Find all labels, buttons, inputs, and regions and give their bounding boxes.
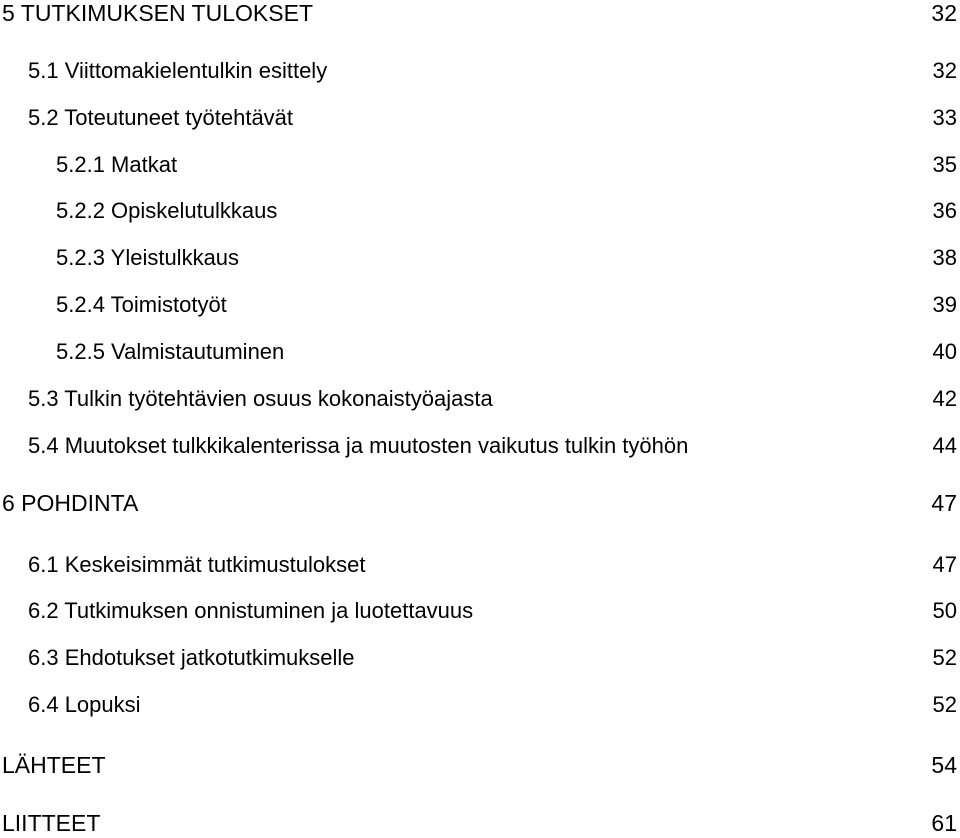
toc-entry xyxy=(0,243,960,273)
toc-entry-page: 54 xyxy=(931,752,957,778)
toc-entry-page: 33 xyxy=(932,105,957,130)
toc-entry-title: 6.3 Ehdotukset jatkotutkimukselle xyxy=(28,645,355,670)
toc-entry-page: 42 xyxy=(932,386,957,411)
toc-entry xyxy=(0,643,960,673)
toc-entry-page: 47 xyxy=(932,552,957,577)
toc-entry xyxy=(0,750,960,780)
toc-entry xyxy=(0,196,960,226)
toc-entry xyxy=(0,56,960,86)
toc-entry-title: 5.2.3 Yleistulkkaus xyxy=(56,245,240,270)
toc-entry-title: LÄHTEET xyxy=(2,752,106,778)
toc-entry-title: 5.1 Viittomakielentulkin esittely xyxy=(28,58,328,83)
toc-entry-title: 5.2 Toteutuneet työtehtävät xyxy=(28,105,294,130)
toc-entry xyxy=(0,337,960,367)
toc-entry-title: 6.1 Keskeisimmät tutkimustulokset xyxy=(28,552,366,577)
toc-entry-page: 50 xyxy=(932,598,957,623)
toc-entry xyxy=(0,550,960,580)
toc-entry xyxy=(0,690,960,720)
toc-entry-title: 5.3 Tulkin työtehtävien osuus kokonaistyöajasta xyxy=(28,386,493,411)
toc-entry-page: 38 xyxy=(932,245,957,270)
toc-entry xyxy=(0,431,960,461)
toc-entry-page: 40 xyxy=(932,339,957,364)
toc-entry xyxy=(0,290,960,320)
toc-entry-title: 5.2.5 Valmistautuminen xyxy=(56,339,285,364)
toc-entry-title: 5.2.1 Matkat xyxy=(56,152,178,177)
toc-entry-title: 5 TUTKIMUKSEN TULOKSET xyxy=(2,0,313,26)
toc-entry xyxy=(0,488,960,518)
toc-entry-title: 5.4 Muutokset tulkkikalenterissa ja muutosten vaikutus tulkin työhön xyxy=(28,433,689,458)
toc-entry-page: 39 xyxy=(932,292,957,317)
toc-entry-page: 61 xyxy=(931,810,957,836)
toc-entry-page: 52 xyxy=(932,645,957,670)
toc-entry xyxy=(0,596,960,626)
toc-entry-page: 44 xyxy=(932,433,957,458)
toc-entry xyxy=(0,384,960,414)
toc-entry-page: 52 xyxy=(932,692,957,717)
toc-entry xyxy=(0,0,960,28)
toc-entry-title: 6.4 Lopuksi xyxy=(28,692,141,717)
toc-entry xyxy=(0,103,960,133)
toc-entry xyxy=(0,150,960,180)
toc-entry-title: 5.2.2 Opiskelutulkkaus xyxy=(56,198,278,223)
toc-entry-title: 6.2 Tutkimuksen onnistuminen ja luotettavuus xyxy=(28,598,474,623)
toc-entry-title: LIITTEET xyxy=(2,810,101,836)
toc-entry-page: 35 xyxy=(932,152,957,177)
toc-entry-page: 32 xyxy=(932,58,957,83)
toc-entry xyxy=(0,808,960,838)
toc-entry-page: 47 xyxy=(931,490,957,516)
toc-entry-page: 36 xyxy=(932,198,957,223)
toc-entry-title: 6 POHDINTA xyxy=(2,490,139,516)
toc-entry-page: 32 xyxy=(931,0,957,26)
toc-entry-title: 5.2.4 Toimistotyöt xyxy=(56,292,227,317)
